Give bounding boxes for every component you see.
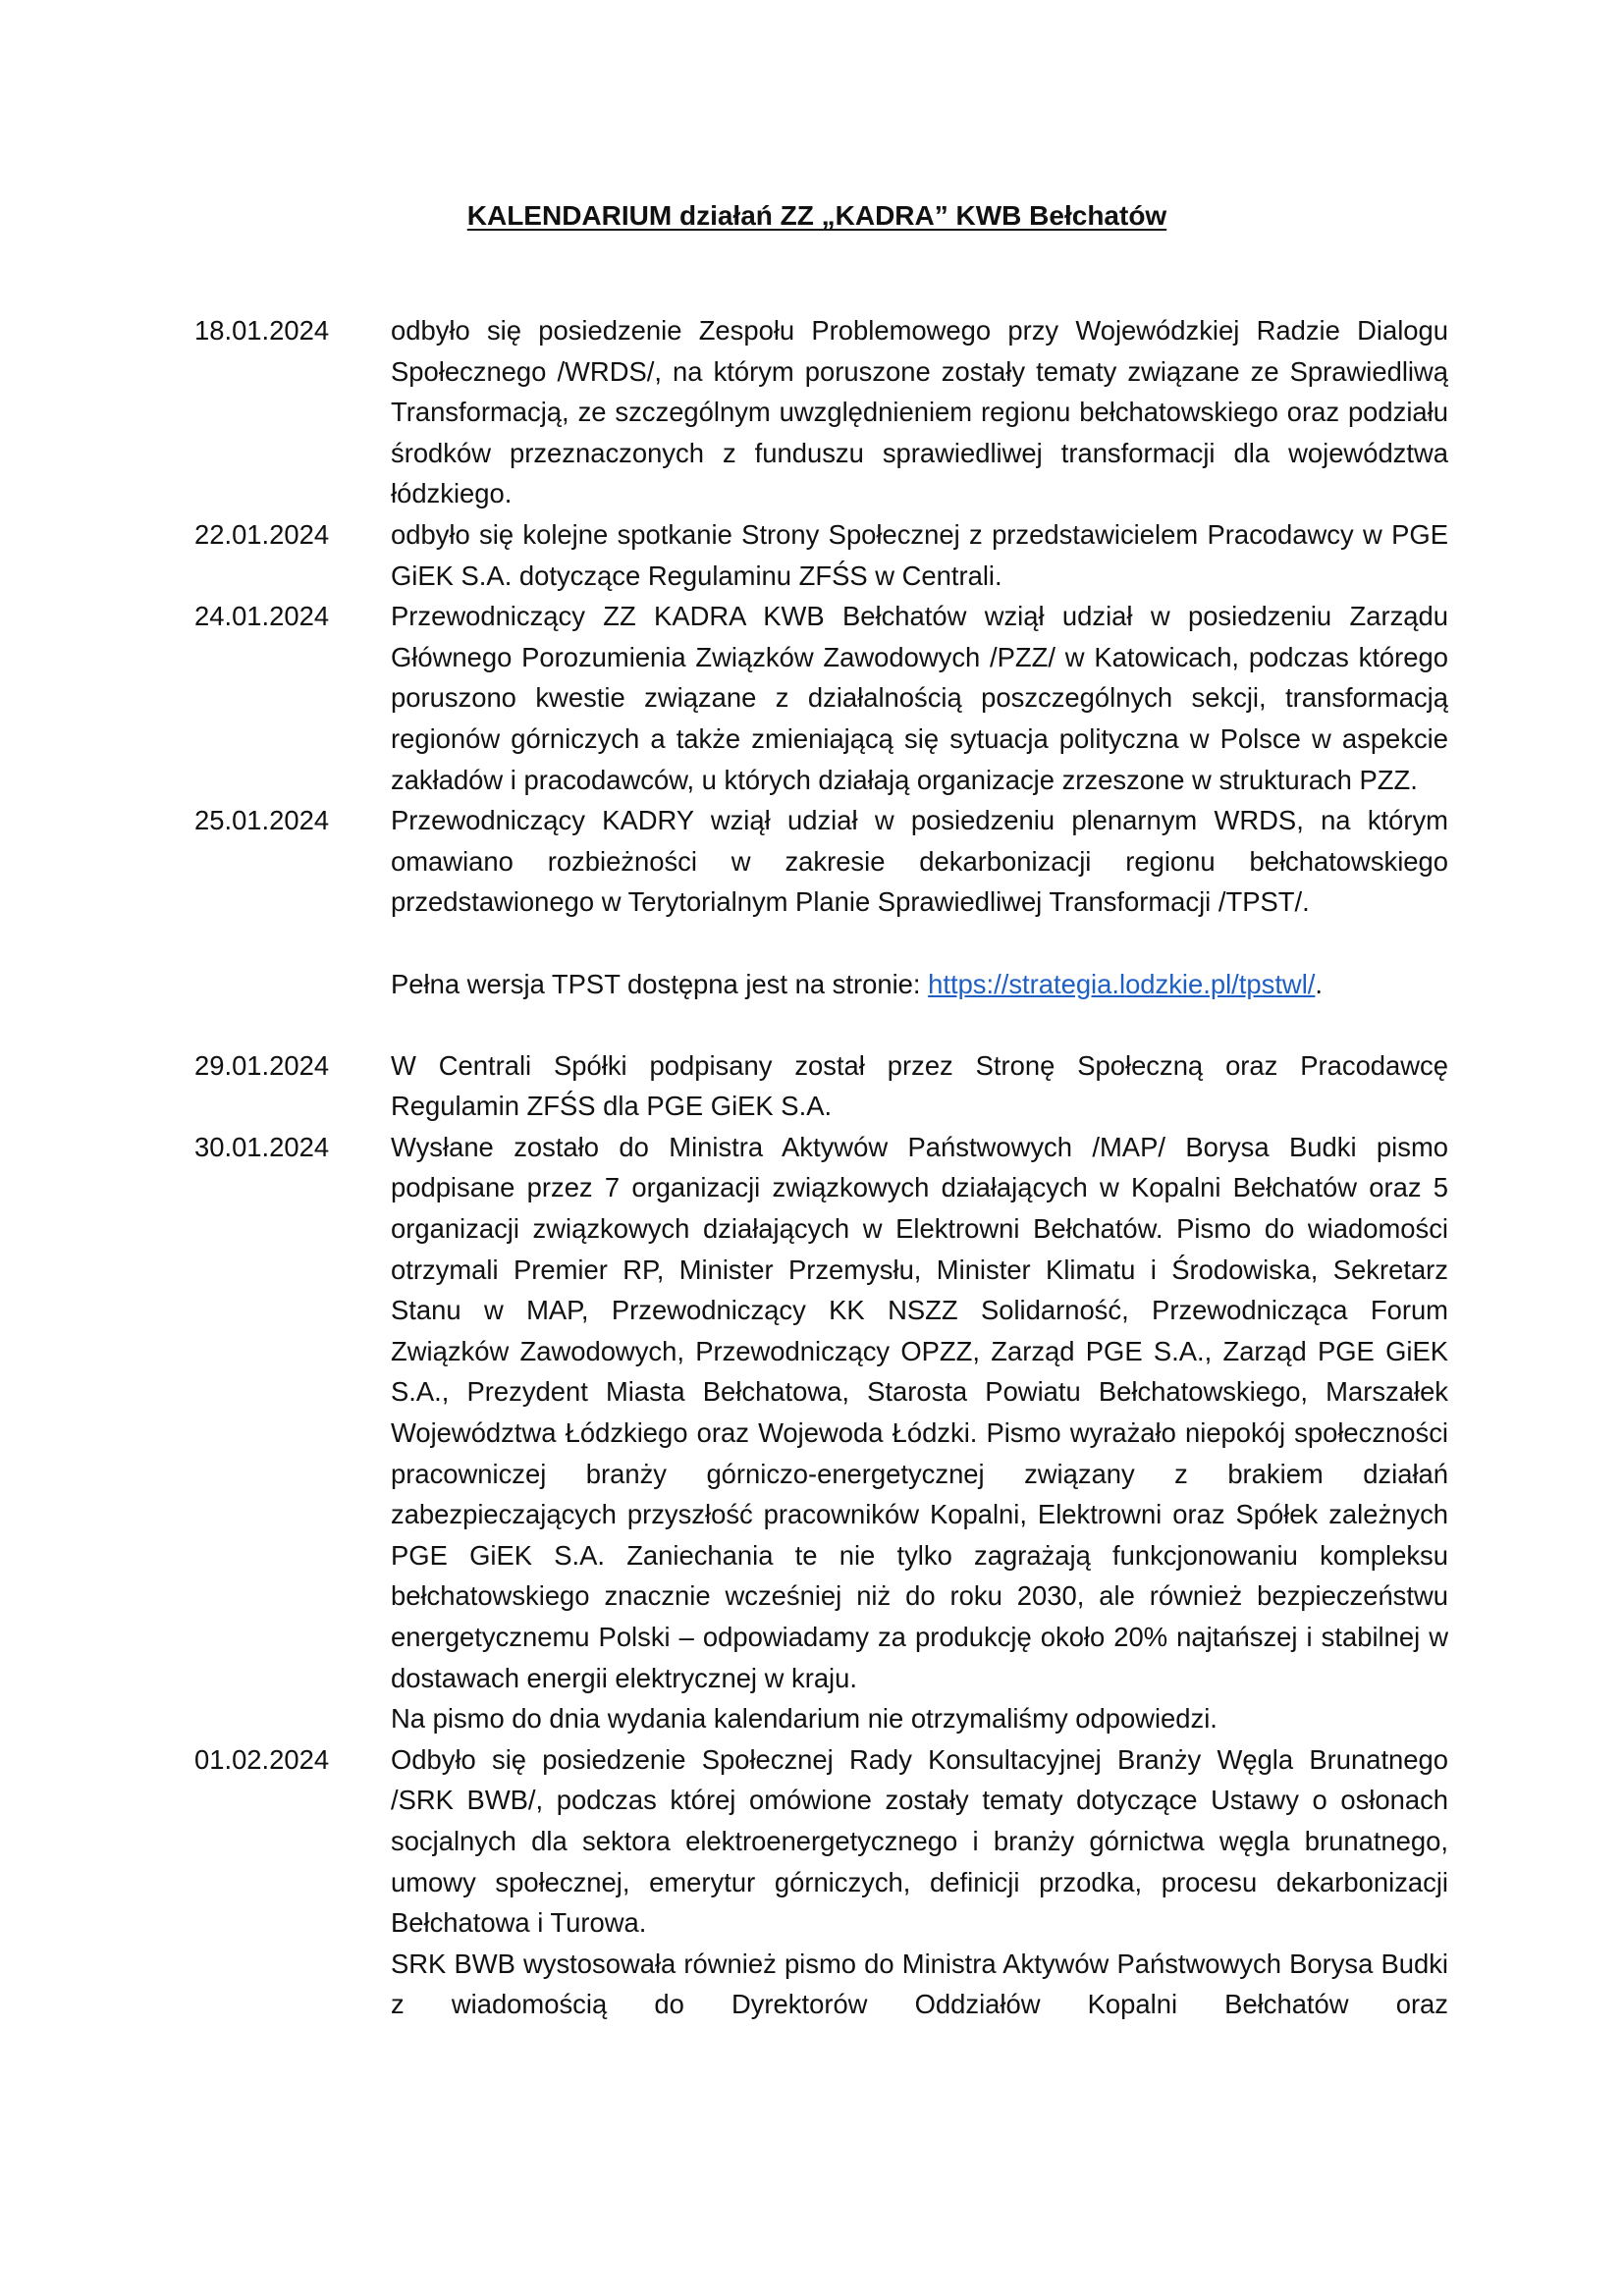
link-note-suffix: . [1315,968,1324,999]
calendar-entry [194,1045,1448,1127]
calendar-entries [194,310,1448,2025]
entry-date: 01.02.2024 [194,1743,330,1775]
entry-paragraph: SRK BWB wystosowała również pismo do Ministra Aktywów Państwowych Borysa Budki z wiadomością do Dyrektorów Oddziałów Kopalni Bełchatów oraz [391,1948,1448,2020]
entry-body [391,800,1448,1045]
entry-paragraph: odbyło się posiedzenie Zespołu Problemowego przy Wojewódzkiej Radzie Dialogu Społecznego /WRDS/, na którym poruszone zostały tematy związane ze Sprawiedliwą Transformacją, ze szczególnym uwzględnieniem regionu bełchatowskiego oraz podziału środków przeznaczonych z funduszu sprawiedliwej transformacji dla województwa łódzkiego. [391,315,1448,509]
entry-date: 24.01.2024 [194,601,330,632]
entry-paragraph: Wysłane zostało do Ministra Aktywów Państwowych /MAP/ Borysa Budki pismo podpisane przez 7 organizacji związkowych działających w Kopalni Bełchatów oraz 5 organizacji związkowych działających w Elektrowni Bełchatów. Pismo do wiadomości otrzymali Premier RP, Minister Przemysłu, Minister Klimatu i Środowiska, Sekretarz Stanu w MAP, Przewodniczący KK NSZZ Solidarność, Przewodnicząca Forum Związków Zawodowych, Przewodniczący OPZZ, Zarząd PGE S.A., Zarząd PGE GiEK S.A., Prezydent Miasta Bełchatowa, Starosta Powiatu Bełchatowskiego, Marszałek Województwa Łódzkiego oraz Wojewoda Łódzki. Pismo wyrażało niepokój społeczności pracowniczej branży górniczo-energetycznej związany z brakiem działań zabezpieczających przyszłość pracowników Kopalni, Elektrowni oraz Spółek zależnych PGE GiEK S.A. Zaniechania te nie tylko zagrażają funkcjonowaniu kompleksu bełchatowskiego znacznie wcześniej niż do roku 2030, ale również bezpieczeństwu energetycznemu Polski – odpowiadamy za produkcję około 20% najtańszej i stabilnej w dostawach energii elektrycznej w kraju. [391,1131,1448,1693]
entry-paragraph: odbyło się kolejne spotkanie Strony Społecznej z przedstawicielem Pracodawcy w PGE GiEK S.A. dotyczące Regulaminu ZFŚS w Centrali. [391,518,1448,591]
calendar-entry [194,1127,1448,1739]
entry-date: 22.01.2024 [194,518,330,550]
entry-paragraph: Przewodniczący KADRY wziął udział w posiedzeniu plenarnym WRDS, na którym omawiano rozbieżności w zakresie dekarbonizacji regionu bełchatowskiego przedstawionego w Terytorialnym Planie Sprawiedliwej Transformacji /TPST/. [391,805,1448,918]
entry-paragraph: W Centrali Spółki podpisany został przez Stronę Społeczną oraz Pracodawcę Regulamin ZFŚS dla PGE GiEK S.A. [391,1049,1448,1122]
entry-body [391,1127,1448,1739]
entry-body [391,514,1448,596]
entry-date: 30.01.2024 [194,1131,330,1162]
document-title: KALENDARIUM działań ZZ „KADRA” KWB Bełchatów [466,200,1167,231]
entry-body [391,310,1448,514]
entry-date: 25.01.2024 [194,805,330,836]
entry-paragraph: Na pismo do dnia wydania kalendarium nie otrzymaliśmy odpowiedzi. [391,1703,1218,1735]
calendar-entry [194,800,1448,1045]
entry-paragraph: Przewodniczący ZZ KADRA KWB Bełchatów wziął udział w posiedzeniu Zarządu Głównego Porozumienia Związków Zawodowych /PZZ/ w Katowicach, podczas którego poruszono kwestie związane z działalnością poszczególnych sekcji, transformacją regionów górniczych a także zmieniającą się sytuacja polityczna w Polsce w aspekcie zakładów i pracodawców, u których działają organizacje zrzeszone w strukturach PZZ. [391,601,1448,795]
calendar-entry [194,310,1448,514]
tpst-link-note [391,964,1448,1005]
entry-date: 18.01.2024 [194,315,330,346]
entry-date: 29.01.2024 [194,1049,330,1081]
calendar-entry [194,514,1448,596]
entry-body [391,1739,1448,2025]
calendar-entry [194,1739,1448,2025]
entry-body [391,1045,1448,1127]
entry-body [391,596,1448,800]
calendar-entry [194,596,1448,800]
tpst-link[interactable]: https://strategia.lodzkie.pl/tpstwl/ [928,968,1316,999]
entry-paragraph: Odbyło się posiedzenie Społecznej Rady Konsultacyjnej Branży Węgla Brunatnego /SRK BWB/, podczas której omówione zostały tematy dotyczące Ustawy o osłonach socjalnych dla sektora elektroenergetycznego i branży górnictwa węgla brunatnego, umowy społecznej, emerytur górniczych, definicji przodka, procesu dekarbonizacji Bełchatowa i Turowa. [391,1743,1448,1939]
link-note-prefix: Pełna wersja TPST dostępna jest na stronie: [391,968,929,999]
